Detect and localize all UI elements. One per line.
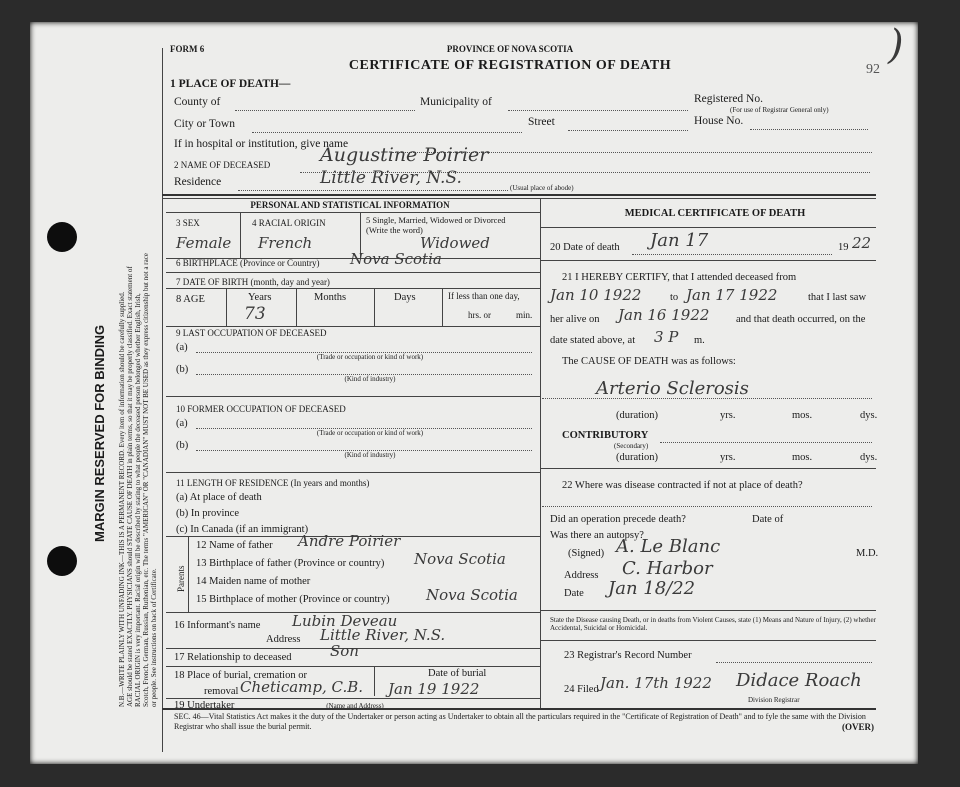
- section-divider: [162, 194, 876, 196]
- margin-note-3: RACIAL ORIGIN is very important. Racial origin will be described by stating to what people the deceased person belonged whether English, Irish,: [134, 293, 142, 707]
- parents-side-label: Parents: [176, 565, 186, 592]
- age-div-1: [226, 288, 227, 326]
- sex-race-divider: [240, 212, 241, 258]
- name-address-note: (Name and Address): [326, 702, 384, 710]
- registered-label: Registered No.: [694, 93, 763, 105]
- cause-yrs: yrs.: [720, 410, 736, 421]
- footer-divider: [162, 708, 876, 710]
- race-value: French: [258, 234, 313, 252]
- operation-label: Did an operation precede death?: [550, 514, 686, 525]
- date-stated-label: date stated above, at: [550, 335, 636, 346]
- former-occupation-label: 10 FORMER OCCUPATION OF DECEASED: [176, 404, 346, 414]
- sex-label: 3 SEX: [176, 218, 200, 228]
- last-occ-b: (b): [176, 364, 189, 375]
- last-saw-label: that I last saw: [808, 292, 867, 303]
- contributory-line: [660, 442, 872, 443]
- medical-heading: MEDICAL CERTIFICATE OF DEATH: [624, 208, 806, 219]
- municipality-line: [508, 110, 688, 111]
- contrib-duration-label: (duration): [616, 452, 658, 463]
- days-label: Days: [394, 292, 416, 303]
- certify-text: 21 I HEREBY CERTIFY, that I attended deceased from: [562, 272, 797, 283]
- q22-line: [542, 506, 872, 507]
- marital-value: Widowed: [420, 234, 490, 252]
- contrib-row-line: [540, 468, 876, 469]
- sex-value: Female: [176, 234, 232, 252]
- relation-line: [166, 666, 540, 667]
- autopsy-label: Was there an autopsy?: [550, 530, 644, 541]
- md-label: M.D.: [856, 548, 879, 559]
- informant-address-label: Address: [266, 634, 301, 645]
- cause-dys: dys.: [860, 410, 878, 421]
- residence-a: (a) At place of death: [176, 492, 262, 503]
- physician-signature: A. Le Blanc: [616, 536, 721, 557]
- name-label: 2 NAME OF DECEASED: [174, 160, 271, 170]
- min-label: min.: [516, 310, 533, 320]
- margin-note-1: N.B.—WRITE PLAINLY WITH UNFADING INK—THIS IS A PERMANENT RECORD. Every item of information should be carefully supplied.: [118, 291, 126, 707]
- cause-value: Arterio Sclerosis: [596, 378, 749, 399]
- house-line: [750, 129, 868, 130]
- last-occupation-label: 9 LAST OCCUPATION OF DECEASED: [176, 328, 327, 338]
- father-bp-value: Nova Scotia: [414, 550, 506, 568]
- row8-line: [166, 326, 540, 327]
- last-occ-a: (a): [176, 342, 188, 353]
- contrib-dys: dys.: [860, 452, 878, 463]
- age-label: 8 AGE: [176, 294, 205, 305]
- less-label: If less than one day,: [448, 291, 520, 301]
- attended-from-value: Jan 10 1922: [550, 286, 642, 304]
- informant-label: 16 Informant's name: [174, 620, 261, 631]
- margin-note-2: AGE should be stated EXACTLY. PHYSICIANS should STATE CAUSE OF DEATH in plain terms, so that it may be properly classified. Exact statement of: [126, 266, 134, 707]
- parents-divider: [188, 536, 189, 612]
- county-label: County of: [174, 96, 221, 108]
- page-number: 92: [866, 62, 880, 77]
- death-year-prefix: 19: [838, 242, 849, 253]
- cause-line: [542, 398, 872, 399]
- death-year-value: 22: [852, 234, 872, 252]
- county-line: [235, 110, 415, 111]
- mother-label: 14 Maiden name of mother: [196, 576, 311, 587]
- margin-label: MARGIN RESERVED FOR BINDING: [92, 324, 107, 542]
- burial-place-label: 18 Place of burial, cremation or: [174, 670, 307, 681]
- violent-note-line: [540, 640, 876, 641]
- column-divider: [540, 198, 541, 708]
- age-div-3: [374, 288, 375, 326]
- footer-text: SEC. 46—Vital Statistics Act makes it the duty of the Undertaker or person acting as Undertaker to obtain all the particulars required in the "Certificate of Registration of Death" and to fyle the same with the Division Registrar who shall issue the burial permit.: [174, 712, 866, 731]
- filed-label: 24 Filed: [564, 684, 599, 695]
- personal-heading: PERSONAL AND STATISTICAL INFORMATION: [250, 200, 450, 210]
- years-value: 73: [244, 304, 266, 324]
- death-date-value: Jan 17: [650, 230, 709, 251]
- house-label: House No.: [694, 115, 744, 127]
- registrar-signature: Didace Roach: [736, 670, 862, 691]
- physician-address-label: Address: [564, 570, 599, 581]
- birthplace-label: 6 BIRTHPLACE (Province or Country): [176, 258, 320, 268]
- father-bp-label: 13 Birthplace of father (Province or country): [196, 558, 385, 569]
- name-value: Augustine Poirier: [320, 144, 489, 166]
- burial-date-value: Jan 19 1922: [388, 680, 480, 698]
- contributory-label: CONTRIBUTORY: [562, 430, 649, 441]
- filed-value: Jan. 17th 1922: [600, 674, 712, 692]
- province-heading: PROVINCE OF NOVA SCOTIA: [446, 44, 574, 54]
- secondary-note: (Secondary): [614, 442, 649, 450]
- residence-length-heading: 11 LENGTH OF RESIDENCE (In years and months): [176, 478, 370, 488]
- attended-to-value: Jan 17 1922: [686, 286, 778, 304]
- contrib-yrs: yrs.: [720, 452, 736, 463]
- to-label: to: [670, 292, 679, 303]
- registrar-note: (For use of Registrar General only): [730, 106, 829, 114]
- form-left-border: [162, 48, 163, 752]
- division-registrar-note: Division Registrar: [748, 696, 800, 704]
- burial-place-value: Cheticamp, C.B.: [240, 678, 364, 696]
- m-label: m.: [694, 335, 705, 346]
- age-div-4: [442, 288, 443, 326]
- place-heading: 1 PLACE OF DEATH—: [170, 78, 291, 90]
- last-occ-trade-note: (Trade or occupation or kind of work): [316, 353, 424, 361]
- hospital-label: If in hospital or institution, give name: [174, 138, 349, 150]
- father-label: 12 Name of father: [196, 540, 273, 551]
- q22-label: 22 Where was disease contracted if not at place of death?: [562, 480, 803, 491]
- physician-address-value: C. Harbor: [622, 558, 713, 579]
- former-occ-b: (b): [176, 440, 189, 451]
- medical-heading-line: [540, 227, 876, 228]
- form-number: FORM 6: [170, 44, 205, 54]
- burial-line: [166, 698, 540, 699]
- dob-label: 7 DATE OF BIRTH (month, day and year): [176, 277, 330, 287]
- burial-divider: [374, 666, 375, 696]
- signature-row-line: [540, 610, 876, 611]
- personal-heading-line: [166, 212, 540, 213]
- record-line: [716, 662, 872, 663]
- mother-bp-value: Nova Scotia: [426, 586, 518, 604]
- birthplace-value: Nova Scotia: [350, 250, 442, 268]
- row9-line: [166, 396, 540, 397]
- cause-duration-label: (duration): [616, 410, 658, 421]
- operation-date-label: Date of: [752, 514, 784, 525]
- death-time-value: 3 P: [654, 328, 679, 346]
- corner-mark: ): [888, 22, 904, 68]
- race-label: 4 RACIAL ORIGIN: [252, 218, 326, 228]
- alive-on-value: Jan 16 1922: [618, 306, 710, 324]
- physician-date-value: Jan 18/22: [608, 578, 696, 599]
- mother-bp-label: 15 Birthplace of mother (Province or country): [196, 594, 390, 605]
- punch-hole-top: [47, 222, 77, 252]
- death-date-line: [632, 254, 832, 255]
- her-alive-label: her alive on: [550, 314, 600, 325]
- certificate-title: CERTIFICATE OF REGISTRATION OF DEATH: [348, 58, 672, 73]
- informant-address-value: Little River, N.S.: [320, 626, 446, 644]
- death-date-row-line: [540, 260, 876, 261]
- residence-label: Residence: [174, 176, 222, 188]
- months-label: Months: [314, 292, 347, 303]
- record-label: 23 Registrar's Record Number: [564, 650, 692, 661]
- informant-value: Lubin Deveau: [292, 612, 398, 630]
- street-line: [568, 130, 688, 131]
- punch-hole-bottom: [47, 546, 77, 576]
- years-label: Years: [248, 292, 272, 303]
- abode-note: (Usual place of abode): [510, 184, 574, 192]
- row7-line: [166, 288, 540, 289]
- death-occurred-label: and that death occurred, on the: [736, 314, 866, 325]
- burial-removal-label: removal: [204, 686, 239, 697]
- physician-date-label: Date: [564, 588, 584, 599]
- violent-note: State the Disease causing Death, or in deaths from Violent Causes, state (1) Means and Nature of Injury, (2) whether Accidental, Suicidal or Homicidal.: [550, 616, 876, 632]
- residence-value: Little River, N.S.: [320, 168, 462, 188]
- death-date-label: 20 Date of death: [550, 242, 620, 253]
- signed-label: (Signed): [568, 548, 605, 559]
- city-label: City or Town: [174, 118, 235, 130]
- residence-b: (b) In province: [176, 508, 239, 519]
- margin-note-4: Scotch, French, German, Russian, Ruthenian, etc. The terms "AMERICAN" OR "CANADIAN" MUST NOT BE USED as they express citizenship but not a race: [142, 253, 150, 707]
- former-occ-a: (a): [176, 418, 188, 429]
- residence-line: [238, 190, 508, 191]
- street-label: Street: [528, 116, 555, 128]
- cause-mos: mos.: [792, 410, 813, 421]
- father-value: Andre Poirier: [298, 532, 401, 550]
- former-occ-industry-note: (Kind of industry): [344, 451, 396, 459]
- section-divider-2: [162, 198, 876, 199]
- relation-label: 17 Relationship to deceased: [174, 652, 292, 663]
- certificate-paper: [30, 22, 918, 764]
- burial-date-label: Date of burial: [428, 668, 487, 679]
- age-div-2: [296, 288, 297, 326]
- contrib-mos: mos.: [792, 452, 813, 463]
- marital-label: 5 Single, Married, Widowed or Divorced (Write the word): [366, 215, 506, 235]
- row6-line: [166, 272, 540, 273]
- city-line: [252, 132, 522, 133]
- undertaker-label: 19 Undertaker: [174, 700, 235, 711]
- margin-note-5: or people. See instructions on back of Certificate.: [150, 568, 158, 707]
- municipality-label: Municipality of: [420, 96, 492, 108]
- over-label: (OVER): [842, 722, 874, 732]
- cause-label: The CAUSE OF DEATH was as follows:: [562, 356, 736, 367]
- last-occ-industry-note: (Kind of industry): [344, 375, 396, 383]
- hrs-label: hrs. or: [468, 310, 491, 320]
- former-occ-trade-note: (Trade or occupation or kind of work): [316, 429, 424, 437]
- residence-c: (c) In Canada (if an immigrant): [176, 524, 309, 535]
- row10-line: [166, 472, 540, 473]
- relation-value: Son: [330, 642, 359, 660]
